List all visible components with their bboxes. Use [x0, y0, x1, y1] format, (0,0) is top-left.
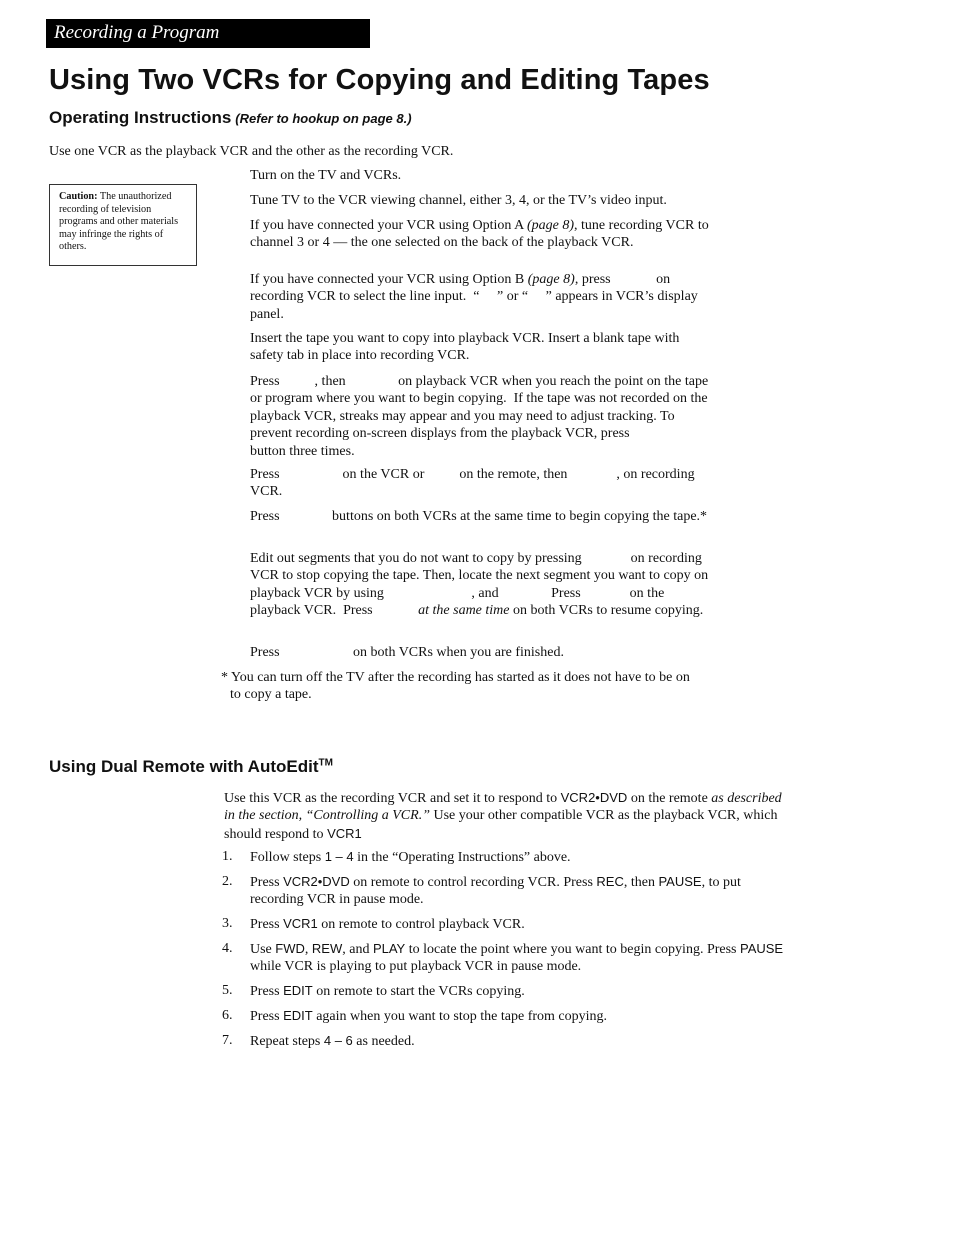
button-name: REC: [596, 874, 624, 889]
operating-heading: [49, 108, 412, 128]
step-text: , to put recording VCR in pause mode.: [250, 875, 741, 908]
option-a-text: If you have connected your VCR using Option A: [250, 218, 527, 233]
caution-label: Caution:: [59, 191, 98, 202]
caution-box: [49, 184, 197, 266]
button-name: PLAY: [372, 941, 406, 956]
autoedit-step: [250, 940, 792, 976]
edit-italic-same: at the same: [418, 603, 482, 619]
edit-text: Edit out segments that you do not want to copy by pressing on recording VCR to stop copying the tape. Then, locate the next segment you want to copy on playback VCR by using , and Press on the playback VCR. Press: [250, 551, 712, 619]
option-b-page-ref: (page 8): [527, 272, 575, 287]
step-option-a: [250, 217, 712, 252]
edit-italic-time: time: [485, 603, 510, 619]
button-name: 1 – 4: [324, 849, 354, 864]
autoedit-step: [250, 848, 792, 866]
step-text: to locate the point where you want to begin copying. Press: [405, 942, 740, 957]
step-text: on remote to control playback VCR.: [317, 917, 525, 932]
operating-heading-text: Operating Instructions: [49, 108, 232, 127]
operating-ref: (Refer to hookup on page 8.): [235, 111, 412, 126]
autoedit-intro-mid: on the remote: [627, 791, 712, 806]
button-name: FWD: [275, 941, 305, 956]
autoedit-intro-text: Use this VCR as the recording VCR and set it to respond to: [224, 791, 561, 806]
option-b-text: If you have connected your VCR using Option B: [250, 272, 528, 287]
step-number: 2.: [222, 874, 233, 889]
step-press-record: Press on the VCR or on the remote, then , on recording VCR.: [250, 467, 698, 500]
step-text: Press: [250, 917, 284, 932]
autoedit-step: [250, 1032, 792, 1050]
step-turn-on: Turn on the TV and VCRs.: [250, 168, 402, 183]
step-option-b: [250, 271, 712, 323]
step-finish: Press on both VCRs when you are finished.: [250, 645, 564, 660]
step-text: Use: [250, 942, 276, 957]
step-text: on remote to control recording VCR. Press: [349, 875, 597, 890]
autoedit-heading-text: Using Dual Remote with AutoEdit: [49, 757, 319, 776]
autoedit-step: [250, 873, 792, 909]
step-press-start-copy: Press buttons on both VCRs at the same time to begin copying the tape.*: [250, 509, 708, 524]
button-name: EDIT: [283, 1008, 313, 1023]
section-tab: [46, 19, 370, 48]
step-text: in the “Operating Instructions” above.: [353, 850, 571, 865]
step-edit-segments: [250, 550, 716, 620]
step-number: 1.: [222, 849, 233, 864]
autoedit-step: [250, 1007, 792, 1025]
step-text: Press: [250, 875, 284, 890]
page-title: Using Two VCRs for Copying and Editing Tapes: [49, 64, 710, 96]
step-text: Press: [250, 1009, 284, 1024]
caution-text: The unauthorized recording of television programs and other materials may infringe the rights of others.: [59, 191, 179, 253]
vcr1-label: VCR1: [327, 825, 362, 841]
autoedit-step: [250, 982, 792, 1000]
button-name: PAUSE: [658, 874, 702, 889]
option-b-text-end: , press on recording VCR to select the line input. “ ” or “ ” appears in VCR’s display panel.: [250, 272, 702, 322]
step-text: again when you want to stop the tape from copying.: [312, 1009, 608, 1024]
button-name: REW: [311, 941, 343, 956]
step-insert-tapes: Insert the tape you want to copy into playback VCR. Insert a blank tape with safety tab in place into recording VCR.: [250, 331, 680, 364]
step-number: 5.: [222, 983, 233, 998]
step-tune-tv: Tune TV to the VCR viewing channel, either 3, 4, or the TV’s video input.: [250, 193, 667, 208]
button-name: EDIT: [283, 983, 313, 998]
section-tab-label: Recording a Program: [54, 22, 220, 43]
vcr2-dvd-label: VCR2•DVD: [560, 790, 628, 805]
button-name: 4 – 6: [323, 1033, 353, 1048]
step-text: Press: [250, 984, 284, 999]
edit-text-end: on both VCRs to resume copying.: [509, 603, 704, 619]
step-number: 6.: [222, 1008, 233, 1023]
option-a-text-end: , tune recording VCR to channel 3 or 4 — the one selected on the back of the playback VCR.: [250, 218, 709, 251]
autoedit-step: [250, 915, 792, 933]
autoedit-heading: [49, 757, 333, 777]
step-number: 4.: [222, 941, 233, 956]
footnote-text: * You can turn off the TV after the recording has started as it does not have to be on to copy a tape.: [221, 670, 690, 703]
button-name: VCR2•DVD: [283, 874, 350, 889]
autoedit-intro: [224, 789, 794, 843]
button-name: PAUSE: [740, 941, 784, 956]
step-text: Repeat steps: [250, 1034, 324, 1049]
step-press-play-pause: Press , then on playback VCR when you reach the point on the tape or program where you want to begin copying. If the tape was not recorded on the playback VCR, streaks may appear and you may need to adjust tracking. To prevent recording on-screen displays from the playback VCR, press button three times.: [250, 374, 712, 459]
step-text: , then: [623, 875, 659, 890]
step-text: while VCR is playing to put playback VCR in pause mode.: [250, 959, 582, 975]
footnote: [221, 669, 703, 704]
step-text: , and: [342, 942, 373, 957]
autoedit-intro-end: Use your other compatible VCR as the playback VCR, which should respond to: [224, 808, 778, 842]
autoedit-intro-italic: as described in the section, “Controlling a VCR.”: [224, 791, 782, 824]
operating-intro: Use one VCR as the playback VCR and the other as the recording VCR.: [49, 144, 454, 159]
step-number: 7.: [222, 1033, 233, 1048]
step-text: on remote to start the VCRs copying.: [312, 984, 525, 999]
step-number: 3.: [222, 916, 233, 931]
step-text: as needed.: [352, 1034, 415, 1049]
option-a-page-ref: (page 8): [527, 218, 575, 233]
step-text: ,: [304, 942, 312, 957]
trademark-mark: TM: [318, 757, 333, 769]
step-text: Follow steps: [250, 850, 325, 865]
button-name: VCR1: [283, 916, 318, 931]
